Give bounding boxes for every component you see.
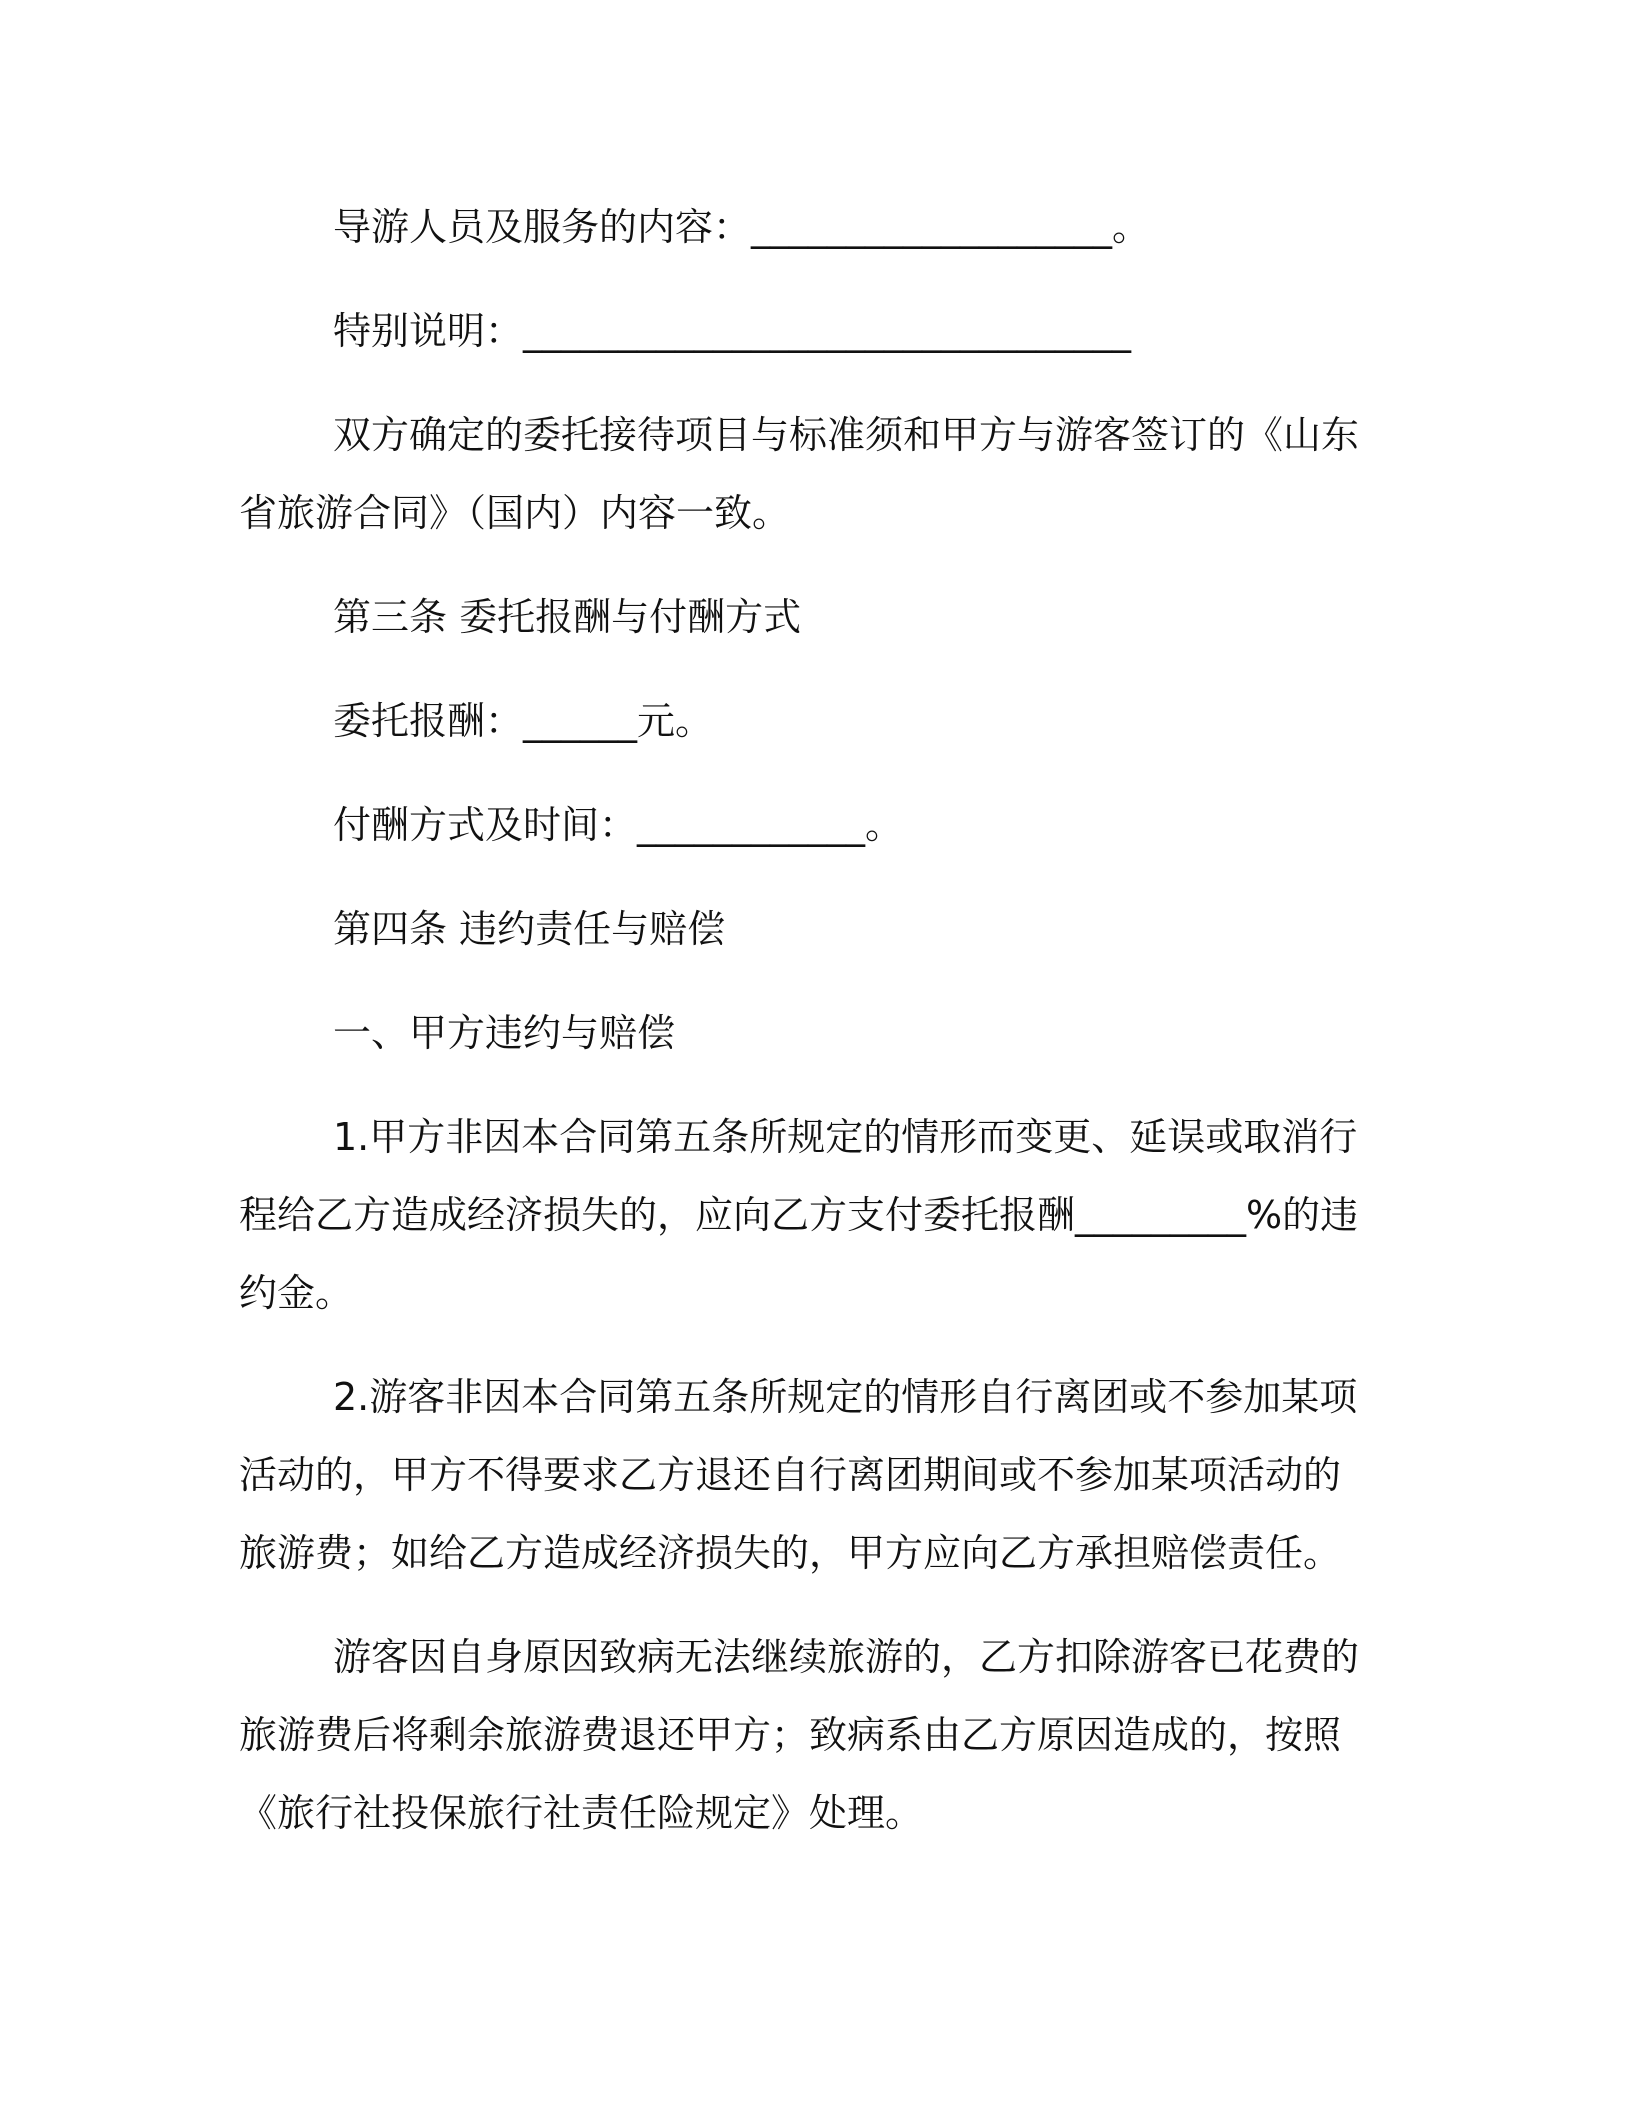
illness-clause: 游客因自身原因致病无法继续旅游的，乙方扣除游客已花费的旅游费后将剩余旅游费退还甲方；致病系由乙方原因造成的，按照《旅行社投保旅行社责任险规定》处理。 bbox=[239, 1635, 1360, 1835]
special-notes-line: 特别说明：________________________________ bbox=[333, 309, 1132, 353]
document-body bbox=[239, 188, 1369, 1852]
article-four-heading: 第四条 违约责任与赔偿 bbox=[333, 907, 726, 951]
consistency-clause: 双方确定的委托接待项目与标准须和甲方与游客签订的《山东省旅游合同》（国内）内容一致。 bbox=[239, 413, 1360, 535]
clause-item-1: 1.甲方非因本合同第五条所规定的情形而变更、延误或取消行程给乙方造成经济损失的，应向乙方支付委托报酬_________%的违约金。 bbox=[239, 1115, 1359, 1315]
guide-service-content-line: 导游人员及服务的内容：___________________。 bbox=[333, 205, 1151, 249]
payment-method-line: 付酬方式及时间：____________。 bbox=[333, 803, 904, 847]
clause-item-2: 2.游客非因本合同第五条所规定的情形自行离团或不参加某项活动的，甲方不得要求乙方退还自行离团期间或不参加某项活动的旅游费；如给乙方造成经济损失的，甲方应向乙方承担赔偿责任。 bbox=[239, 1375, 1358, 1575]
article-three-heading: 第三条 委托报酬与付酬方式 bbox=[333, 595, 802, 639]
party-a-breach-heading: 一、甲方违约与赔偿 bbox=[333, 1011, 676, 1055]
commission-fee-line: 委托报酬：______元。 bbox=[333, 699, 714, 743]
